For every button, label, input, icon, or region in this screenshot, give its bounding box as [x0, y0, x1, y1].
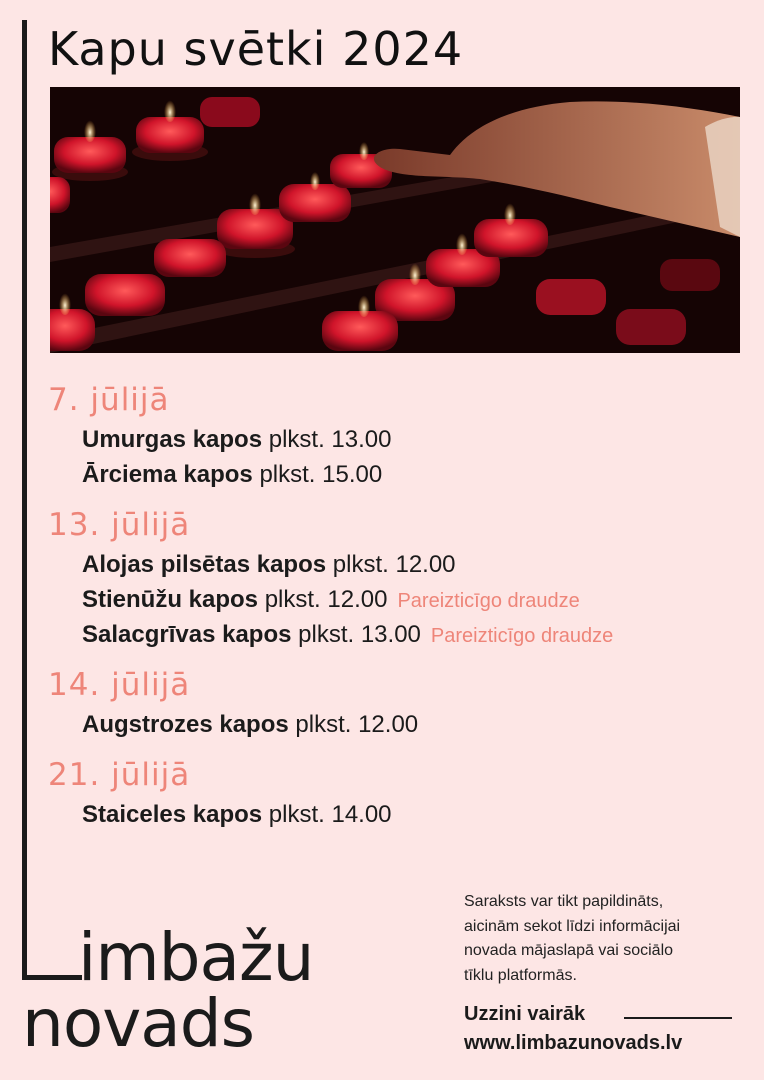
event-place: Salacgrīvas kapos: [82, 621, 292, 648]
event-time: plkst. 15.00: [259, 461, 383, 488]
event-time: plkst. 13.00: [298, 621, 421, 648]
event-note: Pareizticīgo draudze: [397, 590, 580, 612]
info-text: [464, 890, 744, 988]
brand-logo: [22, 919, 314, 1062]
schedule-group: [48, 663, 748, 742]
event-place: Stienūžu kapos: [82, 586, 259, 613]
schedule-event: [82, 422, 748, 457]
event-place: Ārciema kapos: [82, 461, 253, 488]
event-time: plkst. 12.00: [332, 551, 456, 578]
schedule-date: 21. jūlijā: [48, 757, 191, 793]
schedule-date: 13. jūlijā: [48, 507, 191, 543]
info-line: Saraksts var tikt papildināts,: [464, 893, 664, 910]
schedule-group: [48, 503, 748, 652]
more-label: Uzzini vairāk: [464, 1003, 586, 1025]
schedule-event: [82, 457, 748, 492]
event-time: plkst. 13.00: [268, 426, 392, 453]
brand-line1: imbažu: [78, 919, 314, 996]
event-time: plkst. 12.00: [264, 586, 388, 613]
candles-illustration: [50, 87, 740, 353]
schedule-date: 14. jūlijā: [48, 667, 191, 703]
candles-photo: [50, 87, 740, 353]
schedule-event: [82, 617, 748, 652]
brand-vertical-line: [22, 20, 27, 980]
schedule: [48, 378, 748, 843]
event-time: plkst. 14.00: [268, 801, 392, 828]
schedule-event: [82, 547, 748, 582]
schedule-event: [82, 582, 748, 617]
more-divider: [624, 1017, 732, 1019]
more-info-heading: [464, 1003, 739, 1026]
event-place: Umurgas kapos: [82, 426, 263, 453]
event-time: plkst. 12.00: [295, 711, 419, 738]
schedule-event: [82, 797, 748, 832]
event-place: Staiceles kapos: [82, 801, 263, 828]
brand-line2: novads: [22, 985, 254, 1062]
info-line: novada mājaslapā vai sociālo: [464, 942, 674, 959]
event-place: Alojas pilsētas kapos: [82, 551, 327, 578]
info-line: tīklu platformās.: [464, 966, 577, 984]
event-note: Pareizticīgo draudze: [430, 625, 614, 647]
schedule-group: [48, 753, 748, 832]
schedule-group: [48, 378, 748, 492]
website-link[interactable]: www.limbazunovads.lv: [464, 1032, 683, 1054]
schedule-date: 7. jūlijā: [48, 382, 170, 418]
schedule-event: [82, 707, 748, 742]
event-place: Augstrozes kapos: [82, 711, 289, 738]
page-title: Kapu svētki 2024: [48, 22, 464, 76]
info-line: aicinām sekot līdzi informācijai: [464, 917, 681, 935]
